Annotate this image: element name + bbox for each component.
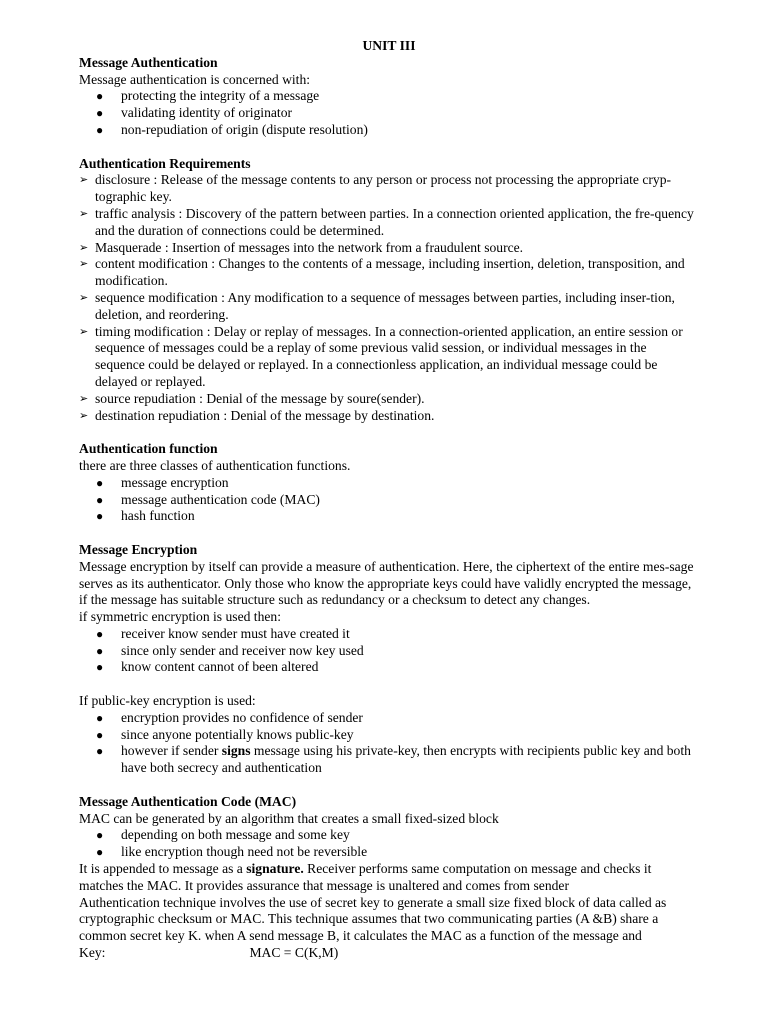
emphasis-signs: signs — [221, 743, 251, 759]
symmetric-encryption-intro: if symmetric encryption is used then: — [79, 609, 281, 625]
list-item: ● receiver know sender must have created it — [79, 626, 699, 643]
mac-paragraph-2: Authentication technique involves the use of secret key to generate a small size fixed block of data called as cryptographic checksum or MAC. This technique assumes that two communicating parties (A &B) share a common secret key K. when A send message B, it calculates the MAC as a function of the message and — [79, 894, 667, 944]
list-item: ● non-repudiation of origin (dispute resolution) — [79, 122, 699, 139]
heading-authentication-requirements: Authentication Requirements — [79, 155, 251, 171]
document-content — [79, 38, 699, 962]
list-item: ➢ source repudiation : Denial of the message by soure(sender). — [79, 391, 699, 408]
list-item: ● know content cannot of been altered — [79, 659, 699, 676]
list-item: ➢ timing modification : Delay or replay of messages. In a connection-oriented application, an entire session or sequence of messages could be a replay of some previous valid session, or individual messages in the sequence could be delayed or replayed. In a connectionless application, an individual message could be delayed or replayed. — [79, 324, 699, 391]
heading-message-encryption: Message Encryption — [79, 541, 198, 557]
spacer — [79, 139, 699, 156]
heading-mac: Message Authentication Code (MAC) — [79, 793, 297, 809]
list-item: ● message encryption — [79, 475, 699, 492]
mac-formula-line — [79, 945, 699, 962]
list-item: ● encryption provides no confidence of sender — [79, 710, 699, 727]
list-item: ● protecting the integrity of a message — [79, 88, 699, 105]
list-item-text: message using his private-key, then encrypts with recipients public key and both have both secrecy and authentication — [121, 743, 691, 776]
list-item: ● since only sender and receiver now key used — [79, 643, 699, 660]
key-label: Key: — [79, 945, 106, 961]
spacer — [79, 777, 699, 794]
message-authentication-list — [79, 88, 699, 138]
mac-formula: MAC = C(K,M) — [249, 945, 339, 961]
unit-title: UNIT III — [362, 38, 416, 53]
heading-authentication-function: Authentication function — [79, 441, 218, 457]
public-key-encryption-intro: If public-key encryption is used: — [79, 693, 256, 709]
spacer — [79, 525, 699, 542]
list-item: ● like encryption though need not be reversible — [79, 844, 699, 861]
message-authentication-intro: Message authentication is concerned with: — [79, 71, 311, 87]
paragraph-text: It is appended to message as a — [79, 861, 247, 877]
symmetric-encryption-list — [79, 626, 699, 676]
spacer — [79, 676, 699, 693]
list-item: ➢ content modification : Changes to the contents of a message, including insertion, deletion, transposition, and modification. — [79, 256, 699, 290]
authentication-requirements-list — [79, 172, 699, 424]
mac-intro: MAC can be generated by an algorithm that creates a small fixed-sized block — [79, 810, 499, 826]
spacer — [79, 424, 699, 441]
list-item: ● validating identity of originator — [79, 105, 699, 122]
message-encryption-paragraph: Message encryption by itself can provide a measure of authentication. Here, the ciphertext of the entire mes-sage serves as its authenticator. Only those who know the appropriate keys could have validly encrypted the message, if the message has suitable structure such as redundancy or a checksum to detect any changes. — [79, 558, 694, 608]
mac-paragraph-1 — [79, 861, 699, 895]
list-item-text: however if sender — [121, 743, 222, 759]
authentication-function-intro: there are three classes of authentication functions. — [79, 457, 351, 473]
list-item: ➢ disclosure : Release of the message contents to any person or process not processing the appropriate cryp-tographic key. — [79, 172, 699, 206]
mac-list — [79, 827, 699, 861]
list-item: ➢ Masquerade : Insertion of messages into the network from a fraudulent source. — [79, 240, 699, 257]
list-item: ➢ traffic analysis : Discovery of the pattern between parties. In a connection oriented application, the fre-quency and the duration of connections could be determined. — [79, 206, 699, 240]
list-item: ➢ sequence modification : Any modification to a sequence of messages between parties, including inser-tion, deletion, and reordering. — [79, 290, 699, 324]
list-item: ● message authentication code (MAC) — [79, 492, 699, 509]
authentication-function-list — [79, 475, 699, 525]
list-item: ● since anyone potentially knows public-key — [79, 727, 699, 744]
list-item: ● hash function — [79, 508, 699, 525]
list-item: ➢ destination repudiation : Denial of the message by destination. — [79, 408, 699, 425]
paragraph-text: Receiver performs same computation on message and checks it matches the MAC. It provides assurance that message is unaltered and comes from sender — [79, 861, 652, 893]
heading-message-authentication: Message Authentication — [79, 54, 218, 70]
list-item: ● depending on both message and some key — [79, 827, 699, 844]
public-key-encryption-list — [79, 710, 699, 777]
emphasis-signature: signature. — [246, 861, 304, 877]
list-item — [79, 743, 699, 777]
